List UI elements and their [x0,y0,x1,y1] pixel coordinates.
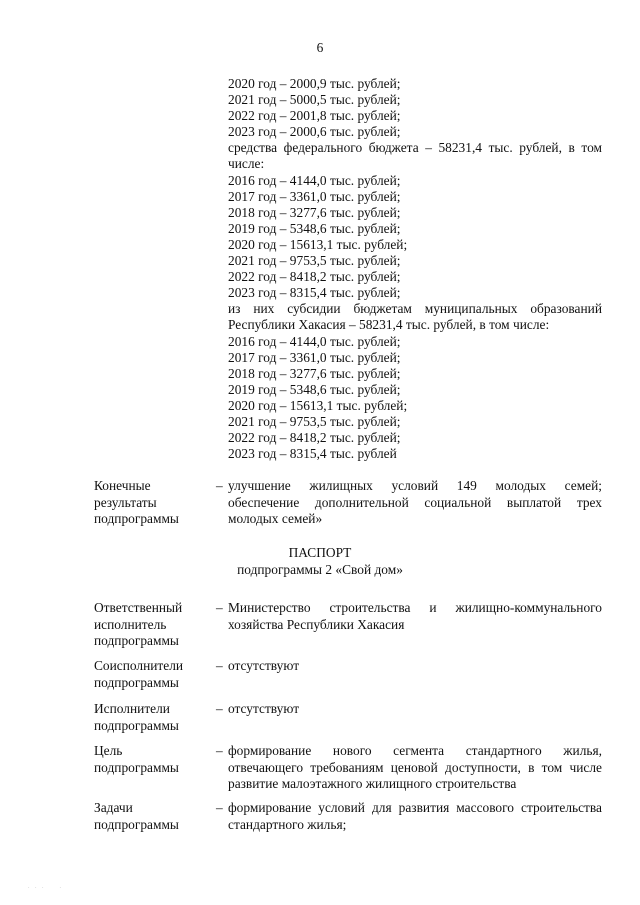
label-line: Соисполнители [94,658,184,673]
goal-value [228,743,602,793]
goal-label [94,743,216,793]
funding-line: 2022 год – 8418,2 тыс. рублей; [228,269,401,285]
final-results-label [94,478,216,528]
funding-line: 2022 год – 8418,2 тыс. рублей; [228,430,401,446]
coexecutors-row [94,658,602,691]
label-line: Цель [94,743,123,758]
passport-subtitle: подпрограммы 2 «Свой дом» [237,562,403,577]
funding-line: 2020 год – 2000,9 тыс. рублей; [228,76,401,91]
funding-line: 2023 год – 8315,4 тыс. рублей; [228,285,401,301]
funding-line: 2016 год – 4144,0 тыс. рублей; [228,333,401,349]
funding-line: 2017 год – 3361,0 тыс. рублей; [228,188,401,204]
responsible-row [94,600,602,650]
subsidy-text-cont: Республики Хакасия – 58231,4 тыс. рублей, в том числе: [228,317,550,333]
dash: – [216,800,223,815]
funding-line: 2016 год – 4144,0 тыс. рублей; [228,172,401,188]
responsible-label [94,600,216,650]
coexecutors-value [228,658,602,691]
dash: – [216,701,223,716]
funding-line: 2019 год – 5348,6 тыс. рублей; [228,381,401,397]
dash: – [216,658,223,673]
label-line: подпрограммы [94,511,179,526]
label-line: подпрограммы [94,633,179,648]
funding-block [228,76,602,462]
value-line: Министерство строительства и жилищно-коммунального [228,600,602,615]
funding-line: 2023 год – 8315,4 тыс. рублей [228,446,397,462]
funding-line: 2018 год – 3277,6 тыс. рублей; [228,204,401,220]
value-line: формирование нового сегмента стандартного жилья, [228,743,602,758]
dash: – [216,743,223,758]
final-results-value [228,478,602,528]
funding-line: 2021 год – 5000,5 тыс. рублей; [228,92,401,108]
coexecutors-label [94,658,216,691]
funding-line: 2021 год – 9753,5 тыс. рублей; [228,253,401,269]
funding-line: 2020 год – 15613,1 тыс. рублей; [228,236,408,252]
value-line: обеспечение дополнительной социальной выплатой трех [228,494,602,510]
value-line: хозяйства Республики Хакасия [228,616,405,632]
tasks-value [228,800,602,833]
funding-line: 2019 год – 5348,6 тыс. рублей; [228,220,401,236]
executors-label [94,701,216,734]
funding-line: 2022 год – 2001,8 тыс. рублей; [228,108,401,124]
label-line: исполнитель [94,616,167,632]
federal-funding-text: средства федерального бюджета – 58231,4 тыс. рублей, в том [228,140,602,156]
funding-line: 2021 год – 9753,5 тыс. рублей; [228,413,401,429]
federal-funding-text-cont: числе: [228,156,265,172]
label-line: Конечные [94,478,151,493]
responsible-value [228,600,602,650]
final-results-row [94,478,602,528]
executors-value [228,701,602,734]
executors-row [94,701,602,734]
dash: – [216,600,223,615]
value-line: отсутствуют [228,658,300,673]
funding-line: 2017 год – 3361,0 тыс. рублей; [228,349,401,365]
value-line: формирование условий для развития массового строительства [228,800,602,815]
label-line: подпрограммы [94,759,179,775]
tasks-label [94,800,216,833]
value-line: отвечающего требованиям ценовой доступности, в том числе [228,759,602,775]
value-line: развитие малоэтажного жилищного строительства [228,776,517,791]
label-line: подпрограммы [94,816,179,832]
value-line: улучшение жилищных условий 149 молодых семей; [228,478,602,493]
value-line: стандартного жилья; [228,816,347,832]
label-line: Исполнители [94,701,170,716]
passport-title: ПАСПОРТ [288,545,352,560]
value-line: отсутствуют [228,701,300,716]
page-number: 6 [316,40,324,55]
label-line: подпрограммы [94,674,179,690]
label-line: результаты [94,494,157,510]
dash: – [216,478,223,493]
label-line: Ответственный [94,600,183,615]
label-line: Задачи [94,800,133,815]
goal-row [94,743,602,793]
label-line: подпрограммы [94,717,179,733]
tasks-row [94,800,602,833]
subsidy-text: из них субсидии бюджетам муниципальных образований [228,301,602,317]
funding-line: 2020 год – 15613,1 тыс. рублей; [228,397,408,413]
scan-speck: . . . . [28,884,63,890]
funding-line: 2018 год – 3277,6 тыс. рублей; [228,365,401,381]
value-line: молодых семей» [228,511,323,526]
funding-line: 2023 год – 2000,6 тыс. рублей; [228,124,401,140]
